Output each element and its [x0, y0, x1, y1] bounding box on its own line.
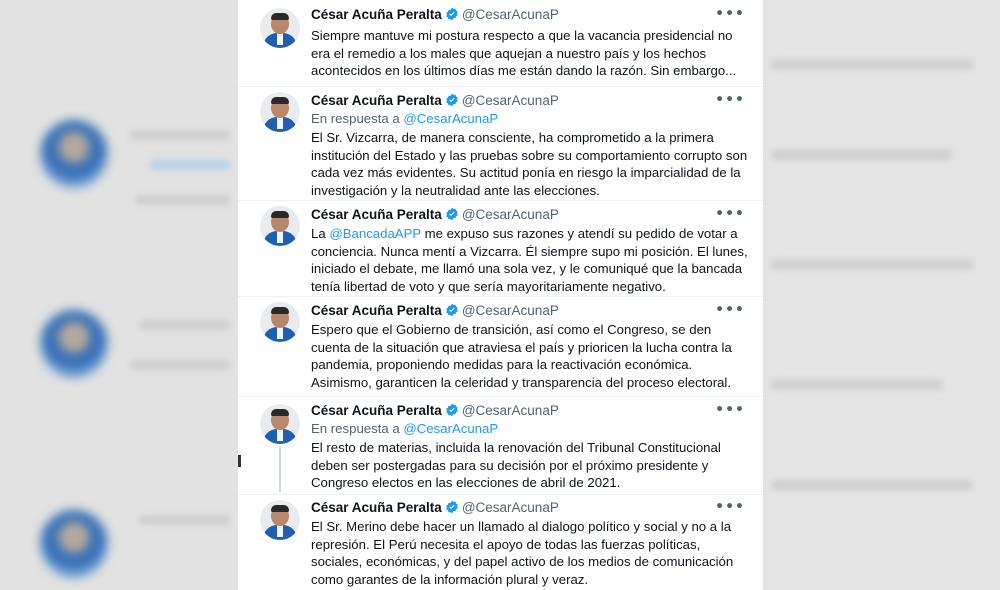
- verified-badge-icon: [445, 93, 459, 107]
- reply-prefix: En respuesta a: [311, 111, 400, 126]
- author-name[interactable]: César Acuña Peralta: [311, 93, 442, 108]
- more-options-icon[interactable]: •••: [715, 402, 745, 418]
- blurred-avatar: [40, 120, 108, 188]
- thread-line: [279, 446, 281, 492]
- reply-prefix: En respuesta a: [311, 421, 400, 436]
- mention-link[interactable]: @BancadaAPP: [329, 226, 421, 241]
- author-name[interactable]: César Acuña Peralta: [311, 500, 442, 515]
- author-handle[interactable]: @CesarAcunaP: [461, 7, 559, 22]
- tweet-text: [311, 225, 751, 295]
- tweet-text: El Sr. Merino debe hacer un llamado al dialogo político y social y no a la represión. El Perú necesita el apoyo de todas las fuerzas políticas, sociales, económicas, y del papel activo de los medios de comunicación como garantes de la información plural y veraz.: [311, 519, 734, 587]
- author-handle[interactable]: @CesarAcunaP: [461, 500, 559, 515]
- tweet-header: [311, 7, 559, 27]
- blurred-line: [772, 60, 972, 70]
- text-prefix: La: [311, 226, 330, 241]
- author-name[interactable]: César Acuña Peralta: [311, 7, 442, 22]
- edge-marker: [238, 455, 241, 467]
- tweet-text: El resto de materias, incluida la renovación del Tribunal Constitucional deben ser postergadas para su decisión por el próximo presidente y Congreso electos en las elecciones de abril de 2021.: [311, 440, 721, 490]
- more-options-icon[interactable]: •••: [715, 6, 745, 22]
- verified-badge-icon: [445, 403, 459, 417]
- blurred-line: [140, 320, 230, 330]
- tweet-text: El Sr. Vizcarra, de manera consciente, ha comprometido a la primera institución del Estado y las pruebas sobre su comportamiento corrupto son cada vez más evidentes. Su actitud ponía en riesgo la imparcialidad de la investigación y la neutralidad ante las elecciones.: [311, 130, 748, 198]
- blurred-right-panel: [762, 0, 1000, 590]
- author-name[interactable]: César Acuña Peralta: [311, 303, 442, 318]
- text-body: me expuso sus razones y atendí su pedido de votar a conciencia. Nunca mentí a Vizcarra. Él siempre supo mi posición. El lunes, iniciado el debate, me llamó una sola vez, y le comuniqué que la bancada tenía libertad de voto y que sería mayoritariamente negativo.: [311, 226, 748, 294]
- divider: [238, 396, 763, 397]
- blurred-line: [772, 480, 972, 490]
- tweet-header: [311, 403, 559, 423]
- tweet-text: Siempre mantuve mi postura respecto a que la vacancia presidencial no era el remedio a los males que aquejan a nuestro país y los hechos acontecidos en los últimos días me están dando la razón. Sin embargo...: [311, 28, 737, 78]
- avatar[interactable]: [260, 302, 300, 342]
- blurred-left-panel: [0, 0, 240, 590]
- avatar[interactable]: [260, 206, 300, 246]
- reply-to-link[interactable]: @CesarAcunaP: [403, 111, 499, 126]
- reply-context: [311, 421, 498, 436]
- tweet-header: [311, 93, 559, 113]
- blurred-line: [772, 150, 952, 160]
- more-options-icon[interactable]: •••: [715, 302, 745, 318]
- tweet-thread: [238, 0, 763, 590]
- blurred-line: [140, 515, 230, 525]
- tweet-text: Espero que el Gobierno de transición, así como el Congreso, se den cuenta de la situación que atraviesa el país y prioricen la lucha contra la pandemia, proponiendo medidas para la reactivación económica. Asimismo, garanticen la celeridad y transparencia del proceso electoral.: [311, 322, 732, 390]
- reply-context: [311, 111, 498, 126]
- divider: [238, 296, 763, 297]
- more-options-icon[interactable]: •••: [715, 206, 745, 222]
- more-options-icon[interactable]: •••: [715, 499, 745, 515]
- avatar[interactable]: [260, 8, 300, 48]
- author-name[interactable]: César Acuña Peralta: [311, 403, 442, 418]
- blurred-line: [130, 130, 230, 140]
- tweet-header: [311, 303, 559, 323]
- blurred-line: [772, 260, 972, 270]
- blurred-line: [150, 160, 230, 170]
- avatar[interactable]: [260, 404, 300, 444]
- author-handle[interactable]: @CesarAcunaP: [461, 93, 559, 108]
- verified-badge-icon: [445, 303, 459, 317]
- verified-badge-icon: [445, 207, 459, 221]
- more-options-icon[interactable]: •••: [715, 92, 745, 108]
- author-handle[interactable]: @CesarAcunaP: [461, 403, 559, 418]
- tweet-header: [311, 500, 559, 520]
- blurred-line: [772, 380, 942, 390]
- avatar[interactable]: [260, 500, 300, 540]
- blurred-line: [130, 360, 230, 370]
- tweet-header: [311, 207, 559, 227]
- blurred-avatar: [40, 510, 108, 578]
- reply-to-link[interactable]: @CesarAcunaP: [403, 421, 499, 436]
- divider: [238, 200, 763, 201]
- blurred-avatar: [40, 310, 108, 378]
- blurred-line: [135, 195, 230, 205]
- verified-badge-icon: [445, 500, 459, 514]
- verified-badge-icon: [445, 7, 459, 21]
- divider: [238, 494, 763, 495]
- author-handle[interactable]: @CesarAcunaP: [461, 303, 559, 318]
- avatar[interactable]: [260, 92, 300, 132]
- author-handle[interactable]: @CesarAcunaP: [461, 207, 559, 222]
- author-name[interactable]: César Acuña Peralta: [311, 207, 442, 222]
- divider: [238, 86, 763, 87]
